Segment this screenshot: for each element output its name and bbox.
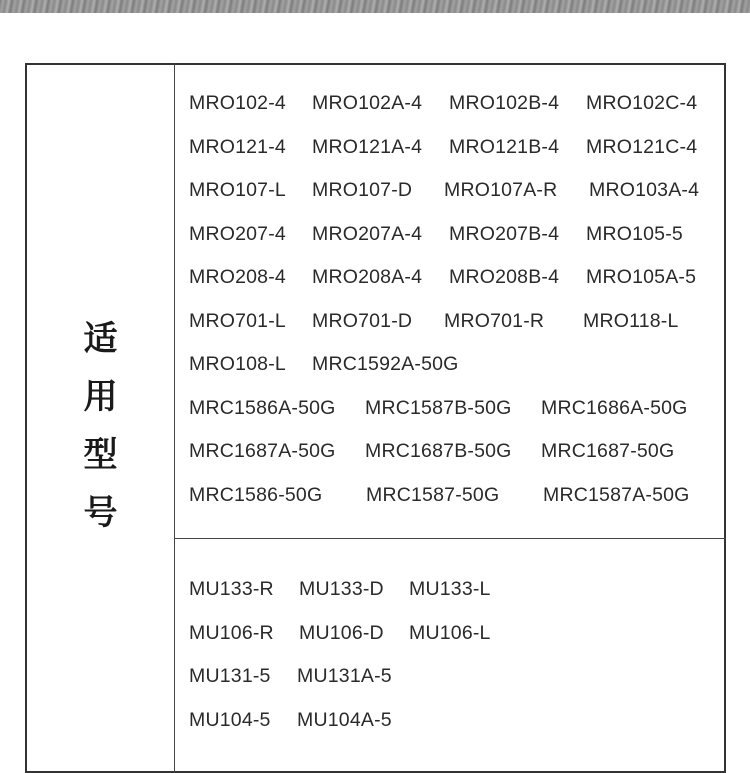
model-code: MRO207A-4 — [312, 222, 423, 245]
model-code: MRO107-D — [312, 179, 413, 201]
model-code: MRO108-L — [189, 353, 286, 375]
model-code: MRO105-5 — [586, 222, 683, 245]
label-char: 用 — [83, 377, 118, 417]
model-code: MRO208B-4 — [449, 266, 560, 288]
label-char: 型 — [83, 435, 118, 475]
model-code: MRO102-4 — [189, 92, 286, 114]
label-char: 号 — [83, 493, 118, 533]
model-code: MU104A-5 — [297, 708, 392, 731]
model-code: MRC1687-50G — [541, 440, 675, 462]
model-code: MU133-D — [299, 578, 384, 600]
model-code: MRO208-4 — [189, 266, 286, 288]
model-code: MRC1687B-50G — [365, 440, 512, 462]
model-code: MRO121A-4 — [312, 135, 423, 158]
model-code: MRC1587B-50G — [365, 396, 512, 419]
model-code: MRO208A-4 — [312, 266, 423, 288]
model-code: MRC1687A-50G — [189, 440, 336, 462]
model-code: MRO121-4 — [189, 135, 286, 158]
model-code: MRC1586-50G — [189, 483, 323, 506]
model-code: MRO102C-4 — [586, 92, 698, 114]
model-code: MU104-5 — [189, 708, 271, 731]
model-code: MU106-R — [189, 621, 274, 644]
model-code: MRO107A-R — [444, 179, 558, 201]
model-code: MRO121C-4 — [586, 135, 698, 158]
model-code: MRO701-L — [189, 309, 286, 332]
top-texture-band — [0, 0, 750, 13]
model-code: MRC1592A-50G — [312, 353, 459, 375]
model-code: MRO107-L — [189, 179, 286, 201]
model-code: MU133-L — [409, 578, 491, 600]
model-code: MRO102A-4 — [312, 92, 423, 114]
model-code: MRO118-L — [583, 309, 679, 332]
model-code: MU133-R — [189, 578, 274, 600]
model-code: MRO207-4 — [189, 222, 286, 245]
model-code: MRO103A-4 — [589, 179, 700, 201]
model-code: MRO701-R — [444, 309, 545, 332]
model-code: MRC1587-50G — [366, 483, 500, 506]
model-code: MRC1686A-50G — [541, 396, 688, 419]
model-code: MU131A-5 — [297, 665, 392, 687]
row-divider — [175, 538, 726, 539]
model-code: MRC1586A-50G — [189, 396, 336, 419]
model-code: MRO105A-5 — [586, 266, 697, 288]
model-code: MU106-L — [409, 621, 491, 644]
model-code: MU131-5 — [189, 665, 271, 687]
model-code: MU106-D — [299, 621, 384, 644]
model-code: MRO701-D — [312, 309, 413, 332]
model-code: MRO207B-4 — [449, 222, 560, 245]
model-code: MRC1587A-50G — [543, 483, 690, 506]
compatible-models-label — [27, 310, 174, 542]
column-divider — [174, 63, 175, 773]
label-char: 适 — [83, 319, 118, 359]
model-code: MRO102B-4 — [449, 92, 560, 114]
model-code: MRO121B-4 — [449, 135, 560, 158]
